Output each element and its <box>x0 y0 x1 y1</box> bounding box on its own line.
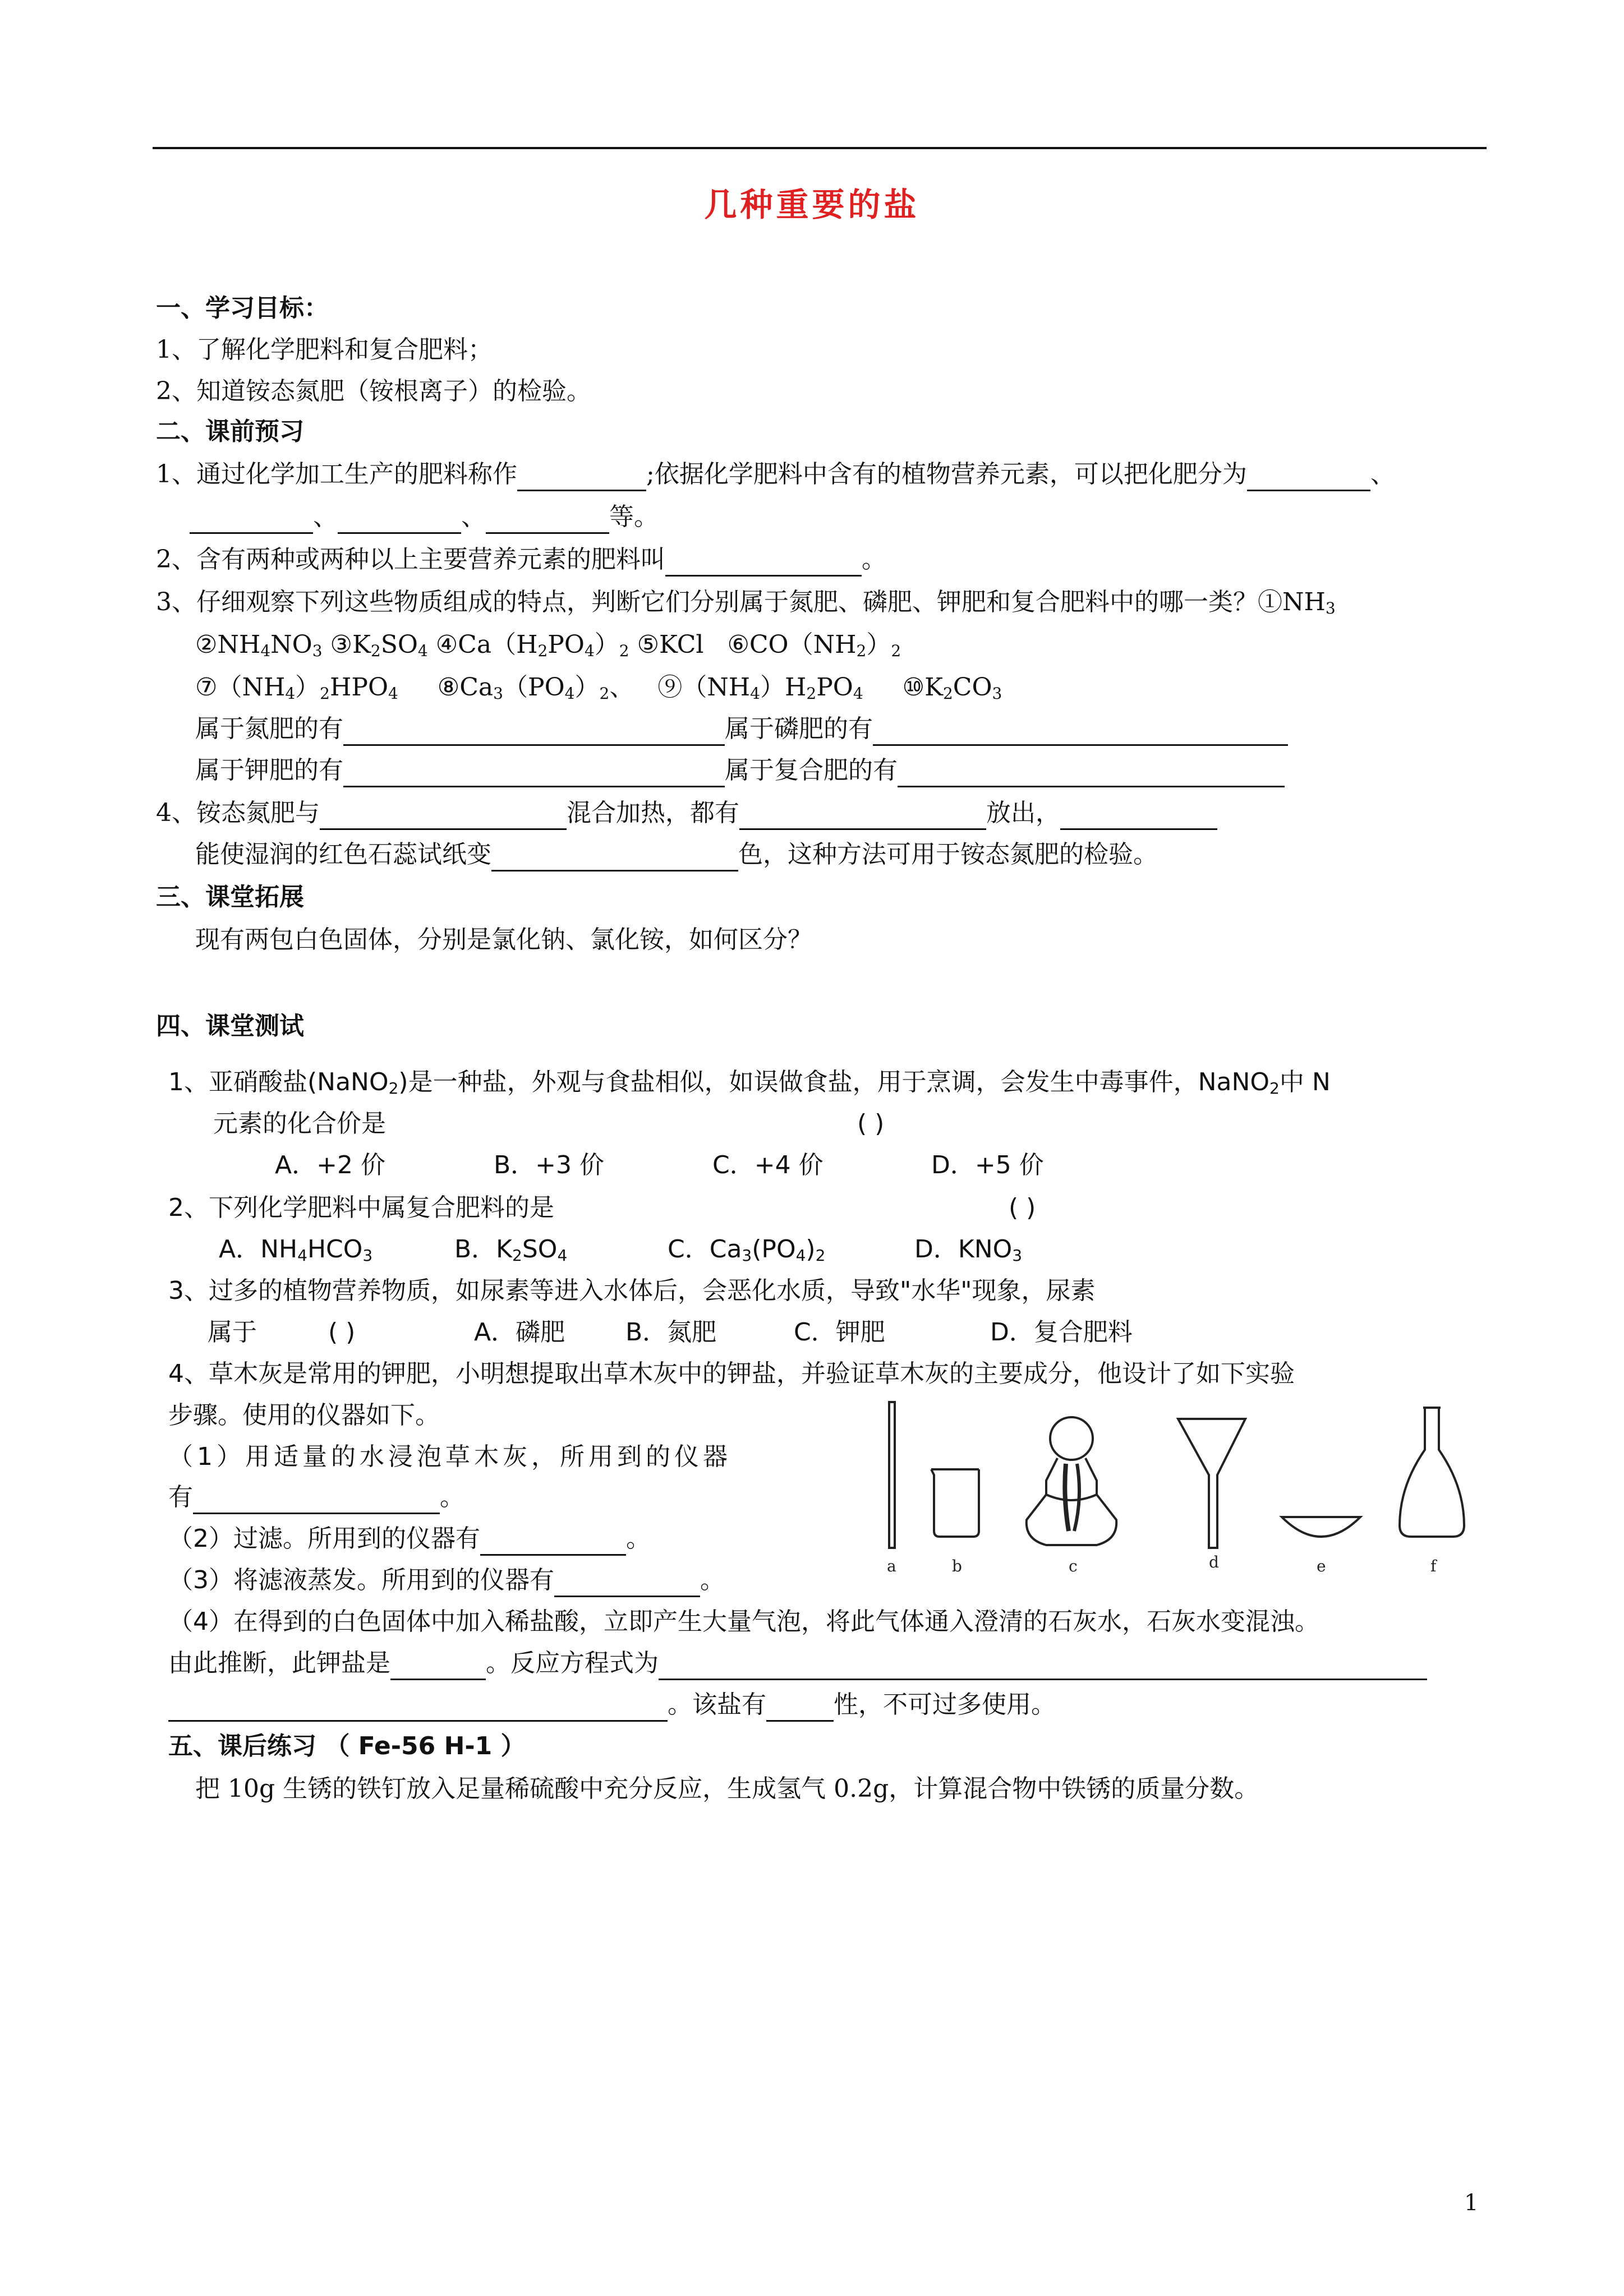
apparatus-label-e: e <box>1317 1557 1326 1575</box>
test-q4-step2: （2）过滤。所用到的仪器有 。 <box>168 1522 651 1556</box>
test-q4-step1: （1）用适量的水浸泡草木灰，所用到的仪器 <box>168 1442 732 1471</box>
test-q4-step1-fill: 有 。 <box>168 1481 464 1514</box>
goal-1: 1、了解化学肥料和复合肥料； <box>156 335 493 364</box>
funnel-icon <box>1178 1419 1245 1548</box>
preview-q1-line2: 、 、 等。 <box>190 500 659 534</box>
preview-q4-line1: 4、铵态氮肥与 混合加热，都有 放出， <box>156 796 1217 830</box>
test-q4-step3: （3）将滤液蒸发。所用到的仪器有 。 <box>168 1564 725 1597</box>
preview-q3-formulas-1: $②NH_4NO_3$ $③K_2SO_4$ $④Ca(H_2PO_4)_2$ ⑤KCl $⑥CO(NH_2)_2$ <box>195 630 901 660</box>
test-q4-step4-fill1: 由此推断，此钾盐是 。反应方程式为 <box>168 1647 1427 1680</box>
page-title: 几种重要的盐 <box>704 186 920 224</box>
goal-2: 2、知道铵态氮肥（铵根离子）的检验。 <box>156 377 591 405</box>
header-rule <box>153 147 1487 149</box>
test-q1-options: A．+2 价 B．+3 价 C．+4 价 D．+5 价 <box>275 1151 1044 1179</box>
preview-q3-fill-1: 属于氮肥的有 属于磷肥的有 <box>195 712 1288 746</box>
apparatus-label-f: f <box>1430 1557 1437 1575</box>
preview-q3-formulas-2: $⑦(NH_4)_2HPO_4$ $⑧Ca_3(PO_4)_2$、 $⑨(NH_4)H_2PO_4$ $⑩K_2CO_3$ <box>195 673 1002 703</box>
preview-q2: 2、含有两种或两种以上主要营养元素的肥料叫 。 <box>156 543 886 577</box>
test-q3-line2: 属于 ( ) A．磷肥 B．氮肥 C．钾肥 D．复合肥料 <box>208 1318 1133 1347</box>
test-q3-line1: 3、过多的植物营养物质，如尿素等进入水体后，会恶化水质，导致"水华"现象，尿素 <box>168 1276 1096 1305</box>
section-4-heading: 四、课堂测试 <box>156 1012 304 1040</box>
apparatus-label-b: b <box>952 1557 962 1575</box>
preview-q1-line1: 1、通过化学加工生产的肥料称作 ;依据化学肥料中含有的植物营养元素，可以把化肥分为 、 <box>156 458 1395 491</box>
test-q1-line1: 1、亚硝酸盐(NaNO$_2$)是一种盐，外观与食盐相似，如误做食盐，用于烹调，会发生中毒事件，NaNO$_2$中 N <box>168 1068 1331 1098</box>
test-q4-line2: 步骤。使用的仪器如下。 <box>168 1401 440 1430</box>
preview-q3-fill-2: 属于钾肥的有 属于复合肥的有 <box>195 754 1285 787</box>
test-q4-step4-fill2: 。该盐有 性，不可过多使用。 <box>168 1688 1056 1722</box>
apparatus-label-a: a <box>887 1557 896 1575</box>
atomic-masses: （ Fe-56 H-1 ） <box>325 1732 526 1760</box>
alcohol-lamp-icon <box>1027 1417 1116 1545</box>
beaker-icon <box>931 1469 979 1537</box>
extension-question: 现有两包白色固体，分别是氯化钠、氯化铵，如何区分？ <box>195 925 812 954</box>
page-number: 1 <box>1464 2190 1479 2216</box>
evaporating-dish-icon <box>1282 1517 1360 1537</box>
test-q4-line1: 4、草木灰是常用的钾肥，小明想提取出草木灰中的钾盐，并验证草木灰的主要成分，他设计了如下实验 <box>168 1359 1295 1388</box>
apparatus-label-c: c <box>1069 1557 1078 1575</box>
preview-q3-line1: 3、仔细观察下列这些物质组成的特点，判断它们分别属于氮肥、磷肥、钾肥和复合肥料中的哪一类？$①NH_3$ <box>156 588 1336 617</box>
apparatus-label-d: d <box>1209 1553 1219 1571</box>
section-2-heading: 二、课前预习 <box>156 417 304 446</box>
conical-flask-icon <box>1400 1408 1464 1537</box>
section-1-heading: 一、学习目标： <box>156 294 329 322</box>
glass-rod-icon <box>889 1402 895 1548</box>
section-3-heading: 三、课堂拓展 <box>156 883 304 911</box>
test-q1-line2: 元素的化合价是 ( ) <box>213 1109 885 1138</box>
test-q2: 2、下列化学肥料中属复合肥料的是 ( ) <box>168 1193 1036 1222</box>
test-q2-options: A．$NH_4HCO_3$ B．$K_2SO_4$ C．$Ca_3(PO_4)_2$ D．$KNO_3$ <box>219 1235 1023 1265</box>
preview-q4-line2: 能使湿润的红色石蕊试纸变 色，这种方法可用于铵态氮肥的检验。 <box>195 838 1158 872</box>
lab-apparatus-figure <box>878 1396 1484 1576</box>
test-q4-step4: （4）在得到的白色固体中加入稀盐酸，立即产生大量气泡，将此气体通入澄清的石灰水，石灰水变混浊。 <box>168 1607 1319 1636</box>
homework-question: 把 10g 生锈的铁钉放入足量稀硫酸中充分反应，生成氢气 0.2g，计算混合物中铁锈的质量分数。 <box>195 1774 1259 1803</box>
section-5-heading: 五、课后练习 （ Fe-56 H-1 ） <box>168 1732 526 1760</box>
